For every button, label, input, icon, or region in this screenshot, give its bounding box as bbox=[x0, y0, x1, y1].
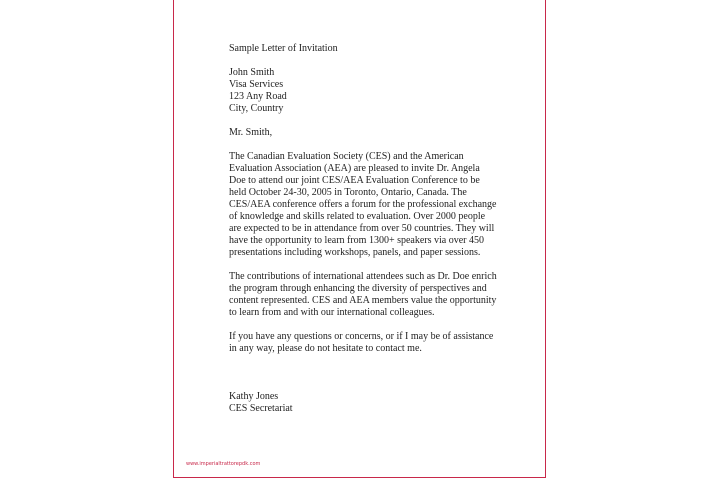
signer-name: Kathy Jones bbox=[229, 391, 279, 402]
paragraph-line: the program through enhancing the diversity of perspectives and bbox=[229, 283, 487, 294]
letter-heading bbox=[229, 43, 529, 55]
paragraph-line: in any way, please do not hesitate to contact me. bbox=[229, 343, 422, 354]
signer-title: CES Secretariat bbox=[229, 403, 293, 414]
recipient-street: 123 Any Road bbox=[229, 91, 287, 102]
paragraph-line: If you have any questions or concerns, or if I may be of assistance bbox=[229, 331, 494, 342]
paragraph-line: content represented. CES and AEA members value the opportunity bbox=[229, 295, 497, 306]
recipient-city: City, Country bbox=[229, 103, 284, 114]
recipient-name: John Smith bbox=[229, 67, 275, 78]
paragraph-line: Doe to attend our joint CES/AEA Evaluation Conference to be bbox=[229, 175, 480, 186]
salutation-block bbox=[229, 127, 529, 139]
paragraph-line: to learn from and with our international colleagues. bbox=[229, 307, 435, 318]
paragraph-line: CES/AEA conference offers a forum for the professional exchange bbox=[229, 199, 497, 210]
salutation: Mr. Smith, bbox=[229, 127, 273, 138]
paragraph-1 bbox=[229, 151, 529, 259]
paragraph-line: presentations including workshops, panels, and paper sessions. bbox=[229, 247, 481, 258]
signature-spacer bbox=[229, 367, 529, 391]
paragraph-line: of knowledge and skills related to evaluation. Over 2000 people bbox=[229, 211, 486, 222]
paragraph-line: The Canadian Evaluation Society (CES) and the American bbox=[229, 151, 464, 162]
paragraph-3 bbox=[229, 331, 529, 355]
recipient-organization: Visa Services bbox=[229, 79, 284, 90]
watermark-url: www.imperialtrattorepdk.com bbox=[186, 461, 261, 467]
paragraph-line: The contributions of international attendees such as Dr. Doe enrich bbox=[229, 271, 497, 282]
paragraph-line: have the opportunity to learn from 1300+ speakers via over 450 bbox=[229, 235, 485, 246]
paragraph-line: Evaluation Association (AEA) are pleased to invite Dr. Angela bbox=[229, 163, 480, 174]
signature-block bbox=[229, 391, 529, 415]
letter-title: Sample Letter of Invitation bbox=[229, 43, 338, 54]
paragraph-line: held October 24-30, 2005 in Toronto, Ontario, Canada. The bbox=[229, 187, 467, 198]
paragraph-2 bbox=[229, 271, 529, 319]
letter-body bbox=[229, 43, 529, 415]
recipient-address bbox=[229, 67, 529, 115]
paragraph-line: are expected to be in attendance from over 50 countries. They will bbox=[229, 223, 495, 234]
